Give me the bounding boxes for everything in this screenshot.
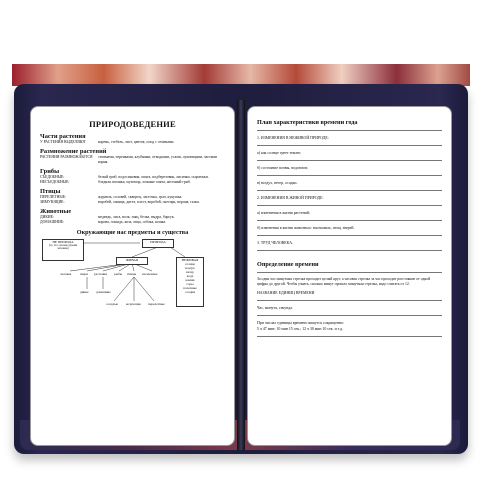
divider (257, 272, 442, 273)
nonliving-label: НЕЖИВАЯ (181, 258, 199, 262)
divider (257, 145, 442, 146)
info-row (40, 155, 225, 165)
time-title: Определение времени (257, 261, 319, 268)
info-row (40, 220, 225, 225)
left-page (30, 106, 235, 446)
not-nature-box (42, 239, 84, 261)
row-value: белый гриб, подосиновик, опята, подберезовик, лисички, сыроежки. (98, 175, 209, 179)
divider (257, 220, 442, 221)
row-value: семенами, черенками, клубнями, отводками, усами, луковицами, частями корня. (98, 155, 217, 164)
nonliving-box (176, 257, 204, 307)
nature-box: ПРИРОДА (142, 239, 174, 248)
nonliving-item: осадки (184, 290, 196, 294)
row-key: НЕСЪЕДОБНЫЕ: (40, 180, 70, 184)
info-row (40, 140, 225, 145)
row-key: ДОМАШНИЕ: (40, 220, 65, 224)
row-value: журавль, соловей, скворец, ласточка, грач, кукушка. (98, 195, 183, 199)
time-paragraph: За один час минутная стрелка проходит целый круг, а часовая стрелка за час проходит расстояние от одной цифры до другой. Чтобы узнать, сколько минут прошло минутная стрелка, надо считать от 12. (257, 277, 431, 287)
divider (257, 250, 442, 251)
section-birds (40, 188, 225, 205)
row-key: РАСТЕНИЯ РАЗМНОЖАЮТСЯ (40, 155, 93, 159)
not-nature-label: НЕ ПРИРОДА (52, 240, 74, 244)
section-plant-parts (40, 133, 225, 145)
plan-line: 2. ИЗМЕНЕНИЯ В ЖИВОЙ ПРИРОДЕ: (257, 196, 324, 200)
plan-line: б) изменения в жизни животных: насекомых, птиц, зверей. (257, 226, 355, 230)
row-key: У РАСТЕНИЯ ВЫДЕЛЯЮТ (40, 140, 86, 144)
migrant-label: перелетные (148, 302, 165, 306)
nonliving-item: камни (185, 278, 195, 282)
nonliving-item: полезные (183, 286, 197, 290)
units-title: НАЗВАНИЕ ЕДИНИЦ ВРЕМЕНИ (257, 291, 315, 296)
section-heading: Животные (40, 208, 72, 215)
section-animals (40, 208, 225, 225)
wild-label: дикие (80, 290, 89, 294)
row-value: медведь, лиса, волк, заяц, белка, выдра, барсук. (98, 215, 175, 219)
right-page (247, 106, 452, 446)
scheme-title: Окружающие нас предметы и существа (76, 229, 189, 236)
living-item: звери (80, 272, 88, 276)
nonliving-item: ветер (186, 270, 194, 274)
abbr-example: 5 ч 47 мин; 10 мин 15 сек.; 12 ч 30 мин 10 сек. и т.д. (257, 327, 343, 332)
domestic-label: домашние (96, 290, 111, 294)
nonliving-item: воздух (185, 266, 195, 270)
divider (257, 300, 442, 301)
plan-line: а) изменения в жизни растений; (257, 211, 310, 215)
row-value: корень, стебель, лист, цветок, плод с семенами. (98, 140, 175, 144)
row-key: ДИКИЕ: (40, 215, 54, 219)
divider (257, 190, 442, 191)
abbr-text: При числах единицы времени пишутся сокращенно: (257, 321, 345, 326)
nonliving-item: горы (186, 282, 194, 286)
living-box: ЖИВАЯ (116, 257, 148, 265)
section-heading: Части растения (40, 133, 86, 140)
section-heading: Размножение растений (40, 148, 107, 155)
row-key: ЗИМУЮЩИЕ: (40, 200, 65, 204)
divider (257, 205, 442, 206)
living-item: насекомые (142, 272, 158, 276)
plan-line: 1. ИЗМЕНЕНИЯ В НЕЖИВОЙ ПРИРОДЕ: (257, 136, 329, 140)
units-text: Час, минута, секунда. (257, 306, 293, 311)
section-heading: Птицы (40, 188, 61, 195)
row-value: бледная поганка, мухомор, ложные опята, желчный гриб. (98, 180, 191, 184)
plan-line: б) состояние почвы, водоемов; (257, 166, 308, 170)
divider (257, 315, 442, 316)
divider (257, 130, 442, 131)
divider (257, 235, 442, 236)
not-nature-note: (то, что сделано руками человека) (48, 244, 78, 250)
plan-line: 3. ТРУД ЧЕЛОВЕКА. (257, 241, 293, 245)
nonliving-item: вода (186, 274, 194, 278)
living-item: птицы (127, 272, 137, 276)
resident-label: оседлые (106, 302, 118, 306)
divider (257, 175, 442, 176)
row-key: ПЕРЕЛЕТНЫЕ: (40, 195, 67, 199)
info-row (40, 200, 225, 205)
plan-title: План характеристики времени года (257, 119, 358, 126)
section-reproduction (40, 148, 225, 165)
section-heading: Грибы (40, 168, 60, 175)
living-item: человек (60, 272, 72, 276)
row-value: корова, лошадь, коза, овца, собака, кошка. (98, 220, 167, 224)
row-key: СЪЕДОБНЫЕ: (40, 175, 65, 179)
nature-scheme-diagram (40, 239, 225, 324)
top-decorative-strip (12, 64, 470, 86)
divider (257, 160, 442, 161)
info-row (40, 180, 225, 185)
plan-line: а) как солнце греет землю; (257, 151, 302, 155)
nonliving-item: солнце (185, 262, 195, 266)
book-spine (237, 100, 245, 450)
plan-line: в) воздух, ветер, осадки. (257, 181, 298, 185)
living-item: растения (94, 272, 107, 276)
section-mushrooms (40, 168, 225, 185)
divider (257, 336, 442, 337)
page-title: ПРИРОДОВЕДЕНИЕ (89, 119, 176, 129)
living-item: рыбы (114, 272, 122, 276)
row-value: воробей, синица, дятел, клест, воробей, снегирь, ворона, галка. (98, 200, 200, 204)
nomadic-label: кочующие (126, 302, 141, 306)
